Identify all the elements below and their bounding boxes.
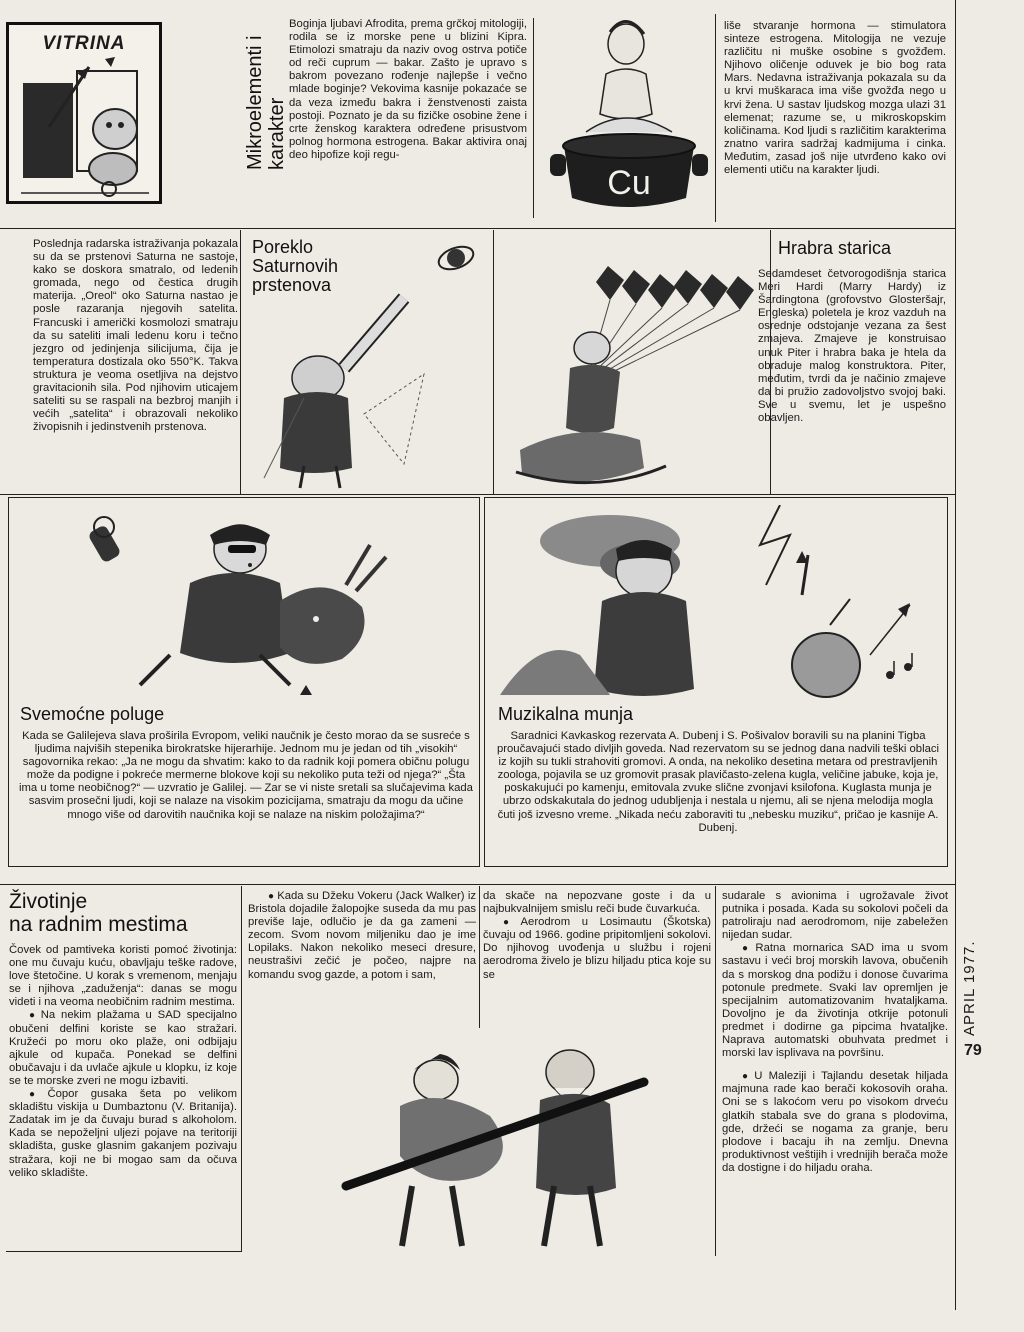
mikro-heading-line1: Mikroelementi i (244, 35, 266, 170)
mikro-heading (244, 36, 288, 170)
mikro-col-rule-2 (715, 14, 716, 222)
mikro-heading-line2: karakter (266, 97, 288, 170)
poluge-heading: Svemoćne poluge (20, 704, 165, 724)
zivotinje-heading-line1: Životinje (9, 890, 88, 913)
vitrina-title: VITRINA (42, 33, 126, 54)
mikro-col-rule (533, 18, 534, 218)
mikro-body-col1: Boginja ljubavi Afrodita, prema grčkoj mitologiji, rodila se iz morske pene u blizini Kipra. Etimolozi smatraju da naziv ovog ostrva potiče od reči cuprum — bakar. Zašto je upravo s bakrom povezano rođenje najlepše i večno mlade boginje? Vekovima kasnije pokazaće se da veza između bakra i ženstvenosti zaista postoji. Poznato je da su fizičke osobine žene i crte ženskog karaktera određene prisustvom polnog hormona estrogena. Bakar aktivira onaj deo hipofize koji regu- (289, 18, 527, 161)
poluge-body: Kada se Galilejeva slava proširila Evropom, veliki naučnik je često morao da se susreće s ljudima najviših stepenika birokratske hijerarhije. Jednom mu je jedan od tih „visokih“ sagovornika rekao: „Ja ne mogu da shvatim: kako to da radnik koji pomera običnu polugu može da podigne i pokreće mermerne blokove koji su nekoliko puta teži od njega?“ „Šta ima u tome neobičnog?“ — uzvratio je Galilej. — Zar se vi niste sretali sa slučajevima kada sasvim prosečni ljudi, koji se nalaze na visokim pozicijama, smatraju da mogu da učine mnogo više od darovitih naučnika koji se nalaze na niskim položajima?“ (19, 730, 473, 821)
zivotinje-item-guske: ● Čopor gusaka šeta po velikom skladištu viskija u Dumbaztonu (V. Britanija). Zadatak im je da čuvaju burad s alkoholom. Kada se nepoželjni uljezi pojave na teritoriji skladišta, guske glasnim gakanjem pozivaju stražara, koji ne bi mogao sam da očuva veliko skladište. (9, 1088, 237, 1180)
zivotinje-item-sokolovi: ● Aerodrom u Losimautu (Škotska) čuvaju od 1966. godine pripitomljeni sokolovi. Do njihovog uvođenja u službu i rojeni aerodroma živelo je blizu hiljadu ptica koje su se (483, 916, 711, 981)
page-number: 79 (964, 1042, 982, 1059)
log-carriers-illustration (340, 1036, 700, 1262)
lower-row-rule (0, 884, 955, 885)
footer-date: APRIL 1977. (961, 940, 978, 1036)
starica-body: Sedamdeset četvorogodišnja starica Meri Hardi (Marry Hardy) iz Šardingtona (grofovstvo Glosteršajr, Engleska) poletela je kroz vazduh na osrednje odstojanje vezana za šest zmajeva. Zmajeve je konstruisao unuk Piter i hrabra baka je htela da obraduje malog konstruktora. Piter, međutim, tvrdi da je načinio zmajeve da bi pružio zadovoljstvo svojoj baki. Sve u svemu, let je uspešno obavljen. (758, 268, 946, 425)
vitrina-logo-box (6, 22, 162, 204)
cu-pot-illustration (546, 14, 712, 222)
zivotinje-intro: Čovek od pamtiveka koristi pomoć životinja: one mu čuvaju kuću, obavljaju teške radove, love štetočine. U korak s vremenom, menjaju se i njihova „zaduženja“: danas se mogu videti i na veoma neobičnim radnim mestima. (9, 944, 237, 1009)
zivotinje-item-zec: ● Kada su Džeku Vokeru (Jack Walker) iz Bristola dojadile žalopojke suseda da mu pas previše laje, odlučio je da ga zameni — zecom. Svom novom miljeniku dao je ime Lopilaks. Nakon nekoliko meseci dresure, neustrašivi zečić je počeo, najpre na komandu svog gazde, a potom i sam, (248, 890, 476, 982)
burglar-rabbit-illustration (60, 505, 420, 705)
munja-body: Saradnici Kavkaskog rezervata A. Dubenj i S. Pošivalov boravili su na planini Tigba proučavajući stado divljih goveda. Nad rezervatom su se jednog dana nadvili teški oblaci iz kojih su tukli strahoviti gromovi. A onda, na nekoliko desetina metara od prestravljenih zoologa, pojavila se uz gromovit prasak plavičasto-zelena kugla, veličine jabuke, koja je, poskakujući po kamenju, emitovala zvuke slične zvonjavi ksilofona. Kuglasta munja je ubrzo odskakutala do jednog udubljenja i nestala u njemu, ali se njena melodija mogla čuti još izvesno vreme. „Nikada neću zaboraviti tu „nebesku muziku“, pričao je kasnije A. Dubenj. (496, 730, 940, 834)
middle-row-rule (0, 494, 955, 495)
ball-lightning-illustration (490, 505, 940, 715)
right-edge-rule (955, 0, 956, 1310)
zivotinje-heading-line2: na radnim mestima (9, 913, 188, 936)
zivotinje-col4 (722, 890, 948, 1175)
zivotinje-col2 (248, 890, 476, 982)
saturn-col-rule (240, 230, 241, 494)
zivotinje-col-rule-2 (479, 886, 480, 1028)
mikro-body-col2: liše stvaranje hormona — stimulatora sinteze estrogena. Mitologija ne vezuje različitu ni muške osobine s gvožđem. Njihovo oličenje oduvek je bio bog rata Mars. Nedavna istraživanja pokazala su da u krvi muškaraca ima više gvožđa nego u krvi žena. U sastav ljudskog mozga ulazi 31 elemenat; razume se, u mikroskopskim količinama. Kod ljudi s različitim karakterima znatno varira sadržaj kadmijuma i cinka. Međutim, zasad još nije utvrđeno kako ovi elementi utiču na karakter ljudi. (724, 20, 946, 177)
zivotinje-col3 (483, 890, 711, 982)
vitrina-cartoon-illustration (17, 57, 153, 197)
zivotinje-col-rule-3 (715, 886, 716, 1256)
zivotinje-item-morski-lavovi: ● Ratna mornarica SAD ima u svom sastavu i veći broj morskih lavova, obučenih da s morskog dna podižu i donose čuvarima potonule predmete. Svaki lav opremljen je specijalnim automatizovanim hvataljkama. Dovoljno je da životinja otkrije potonuli predmet i dodirne ga pipcima hvataljke. Naprava automatski obuhvata predmet i morski lav isplivava na površinu. (722, 942, 948, 1060)
starica-heading: Hrabra starica (778, 238, 892, 258)
saturn-heading: Poreklo Saturnovih prstenova (252, 237, 339, 295)
kites-illustration (500, 240, 768, 492)
saturn-right-rule (493, 230, 494, 494)
top-row-rule (0, 228, 955, 229)
zivotinje-item-zec-cont: da skače na nepozvane goste i da u najbukvalnijem smislu reči bude čuvarkuća. (483, 890, 711, 916)
saturn-body: Poslednja radarska istraživanja pokazala su da se prstenovi Saturna ne sastoje, kako se doskora smatralo, od ledenih gromada, nego od čestica drugih materija. „Oreol“ oko Saturna nastao je posle razaranja njegovih satelita. Francuski i američki kosmolozi smatraju da su sateliti imali ledenu koru i tečno jezgro od jedinjenja silicijuma, čija je temperatura dostizala oko 550°K. Takva struktura je veoma osetljiva na dejstvo gravitacionih sila. Pod njihovim uticajem sateliti su se raspali na bezbroj manjih i većih „satelita“ i obrazovali nekoliko živopisnih i jedinstvenih prstenova. (33, 238, 238, 434)
zivotinje-item-majmuni: ● U Maleziji i Tajlandu desetak hiljada majmuna rade kao berači kokosovih oraha. Oni se s lakoćom veru po visokom drveću glatkih stabala sve do grana s plodovima, gde, držeći se nogama za granje, beru plodove i bacaju ih na zemlju. Dnevna produktivnost veštijih i vrednijih berača može da dostigne i do hiljadu oraha. (722, 1070, 948, 1175)
munja-heading: Muzikalna munja (498, 704, 634, 724)
zivotinje-heading (9, 890, 237, 936)
cu-pot-label: Cu (607, 164, 651, 202)
zivotinje-item-sokolovi-cont: sudarale s avionima i ugrožavale život putnika i posada. Kada su sokolovi počeli da patroliraju nad aerodromom, nije zabeležen nijedan sudar. (722, 890, 948, 942)
zivotinje-item-delfini: ● Na nekim plažama u SAD specijalno obučeni delfini koriste se kao stražari. Kružeći po moru oko plaže, oni odbijaju ajkule od kupača. Ponekad se delfini obučavaju i da uvlače ajkule u klopku, iz koje se te morske zveri ne mogu izbaviti. (9, 1009, 237, 1088)
zivotinje-col1 (9, 944, 237, 1180)
astronomer-illustration (244, 238, 494, 490)
